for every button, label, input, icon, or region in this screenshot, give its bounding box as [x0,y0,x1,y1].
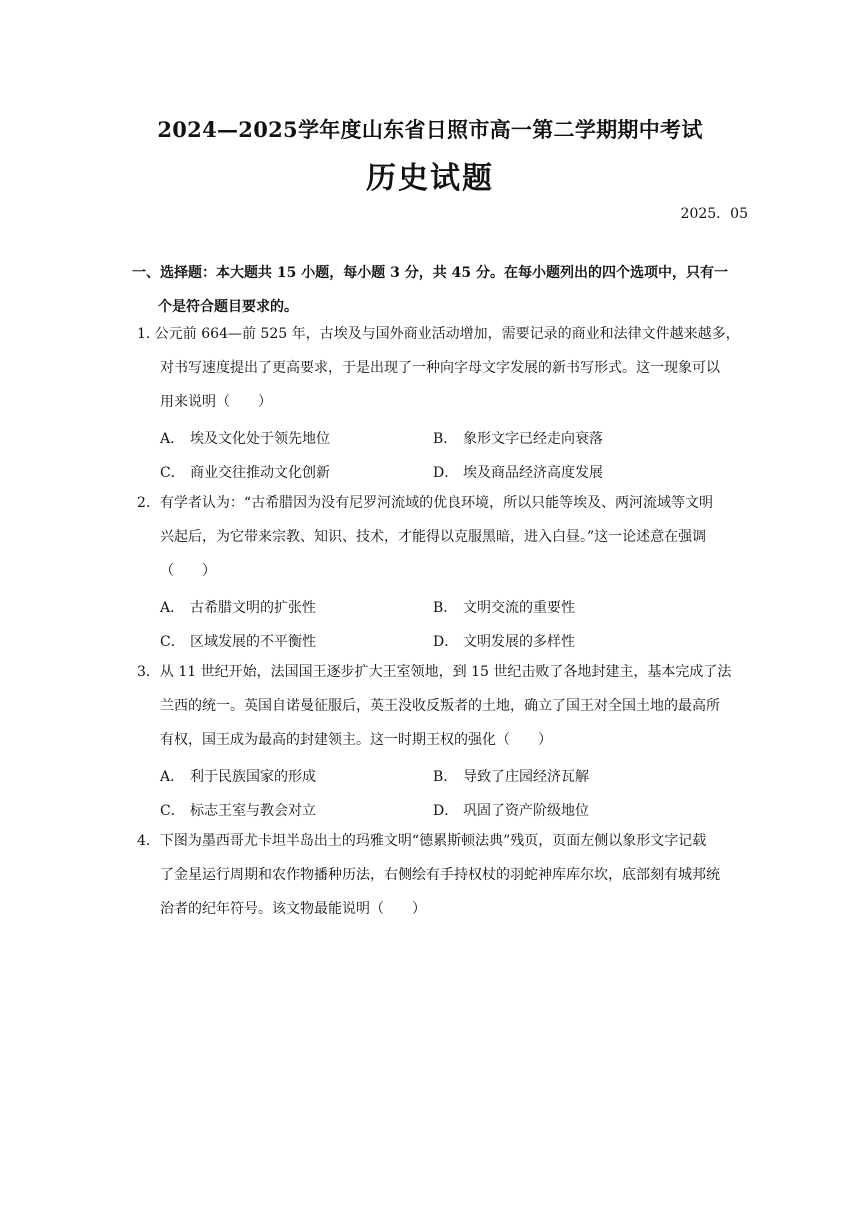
question-1 [137,317,740,419]
option-label: A． [160,431,185,447]
option-c [160,462,330,482]
section-heading-line: 个是符合题目要求的。 [158,299,298,315]
option-text: 古希腊文明的扩张性 [190,600,316,616]
option-text: 导致了庄园经济瓦解 [463,769,589,785]
option-text: 区域发展的不平衡性 [190,634,316,650]
option-d [433,631,575,651]
option-text: 埃及商品经济高度发展 [463,465,603,481]
option-a [160,766,316,786]
question-text-line: 兰西的统一。英国自诺曼征服后，英王没收反叛者的土地，确立了国王对全国土地的最高所 [160,698,720,714]
option-text: 商业交往推动文化创新 [190,465,330,481]
option-text: 文明发展的多样性 [463,634,575,650]
option-c [160,800,316,820]
question-text-line: 兴起后，为它带来宗教、知识、技术，才能得以克服黑暗，进入白昼。”这一论述意在强调 [160,529,707,545]
option-label: C． [160,634,185,650]
option-label: A． [160,600,185,616]
option-text: 标志王室与教会对立 [190,803,316,819]
option-c [160,631,316,651]
option-text: 巩固了资产阶级地位 [463,803,589,819]
option-text: 文明交流的重要性 [463,600,575,616]
question-text-line: 3．从 11 世纪开始，法国国王逐步扩大王室领地，到 15 世纪击败了各地封建主，基本完成了法 [137,664,732,680]
option-b [433,428,603,448]
option-label: D． [433,465,459,481]
option-d [433,462,603,482]
option-text: 利于民族国家的形成 [190,769,316,785]
option-a [160,428,330,448]
question-text-line: 用来说明（ ） [160,394,272,410]
option-label: D． [433,634,459,650]
question-text-line: 1. 公元前 664—前 525 年，古埃及与国外商业活动增加，需要记录的商业和法律文件越来越多， [137,326,740,342]
question-4 [137,824,733,926]
question-text-line: 2．有学者认为：“古希腊因为没有尼罗河流域的优良环境，所以只能等埃及、两河流域等文明 [137,495,714,511]
question-2 [137,486,733,588]
option-a [160,597,316,617]
question-3 [137,655,733,757]
exam-title: 2024—2025学年度山东省日照市高一第二学期期中考试 [157,117,703,142]
option-text: 象形文字已经走向衰落 [463,431,603,447]
section-heading [132,256,732,324]
option-d [433,800,589,820]
option-label: B． [433,769,458,785]
exam-date: 2025．05 [680,206,748,222]
question-text-line: 治者的纪年符号。该文物最能说明（ ） [160,901,426,917]
question-text-line: 4．下图为墨西哥尤卡坦半岛出土的玛雅文明“德累斯顿法典”残页，页面左侧以象形文字记载 [137,833,707,849]
question-text-line: 有权，国王成为最高的封建领主。这一时期王权的强化（ ） [160,732,552,748]
subject-title: 历史试题 [366,161,494,196]
question-text-line: 对书写速度提出了更高要求，于是出现了一种向字母文字发展的新书写形式。这一现象可以 [160,360,720,376]
option-b [433,766,589,786]
question-text-line: 了金星运行周期和农作物播种历法，右侧绘有手持权杖的羽蛇神库库尔坎，底部刻有城邦统 [160,867,720,883]
section-heading-line: 一、选择题：本大题共 15 小题，每小题 3 分，共 45 分。在每小题列出的四个选项中，只有一 [132,265,728,281]
option-label: B． [433,431,458,447]
option-b [433,597,575,617]
option-label: C． [160,465,185,481]
option-label: C． [160,803,185,819]
option-text: 埃及文化处于领先地位 [190,431,330,447]
question-text-line: （ ） [160,563,216,579]
option-label: B． [433,600,458,616]
option-label: A． [160,769,185,785]
option-label: D． [433,803,459,819]
